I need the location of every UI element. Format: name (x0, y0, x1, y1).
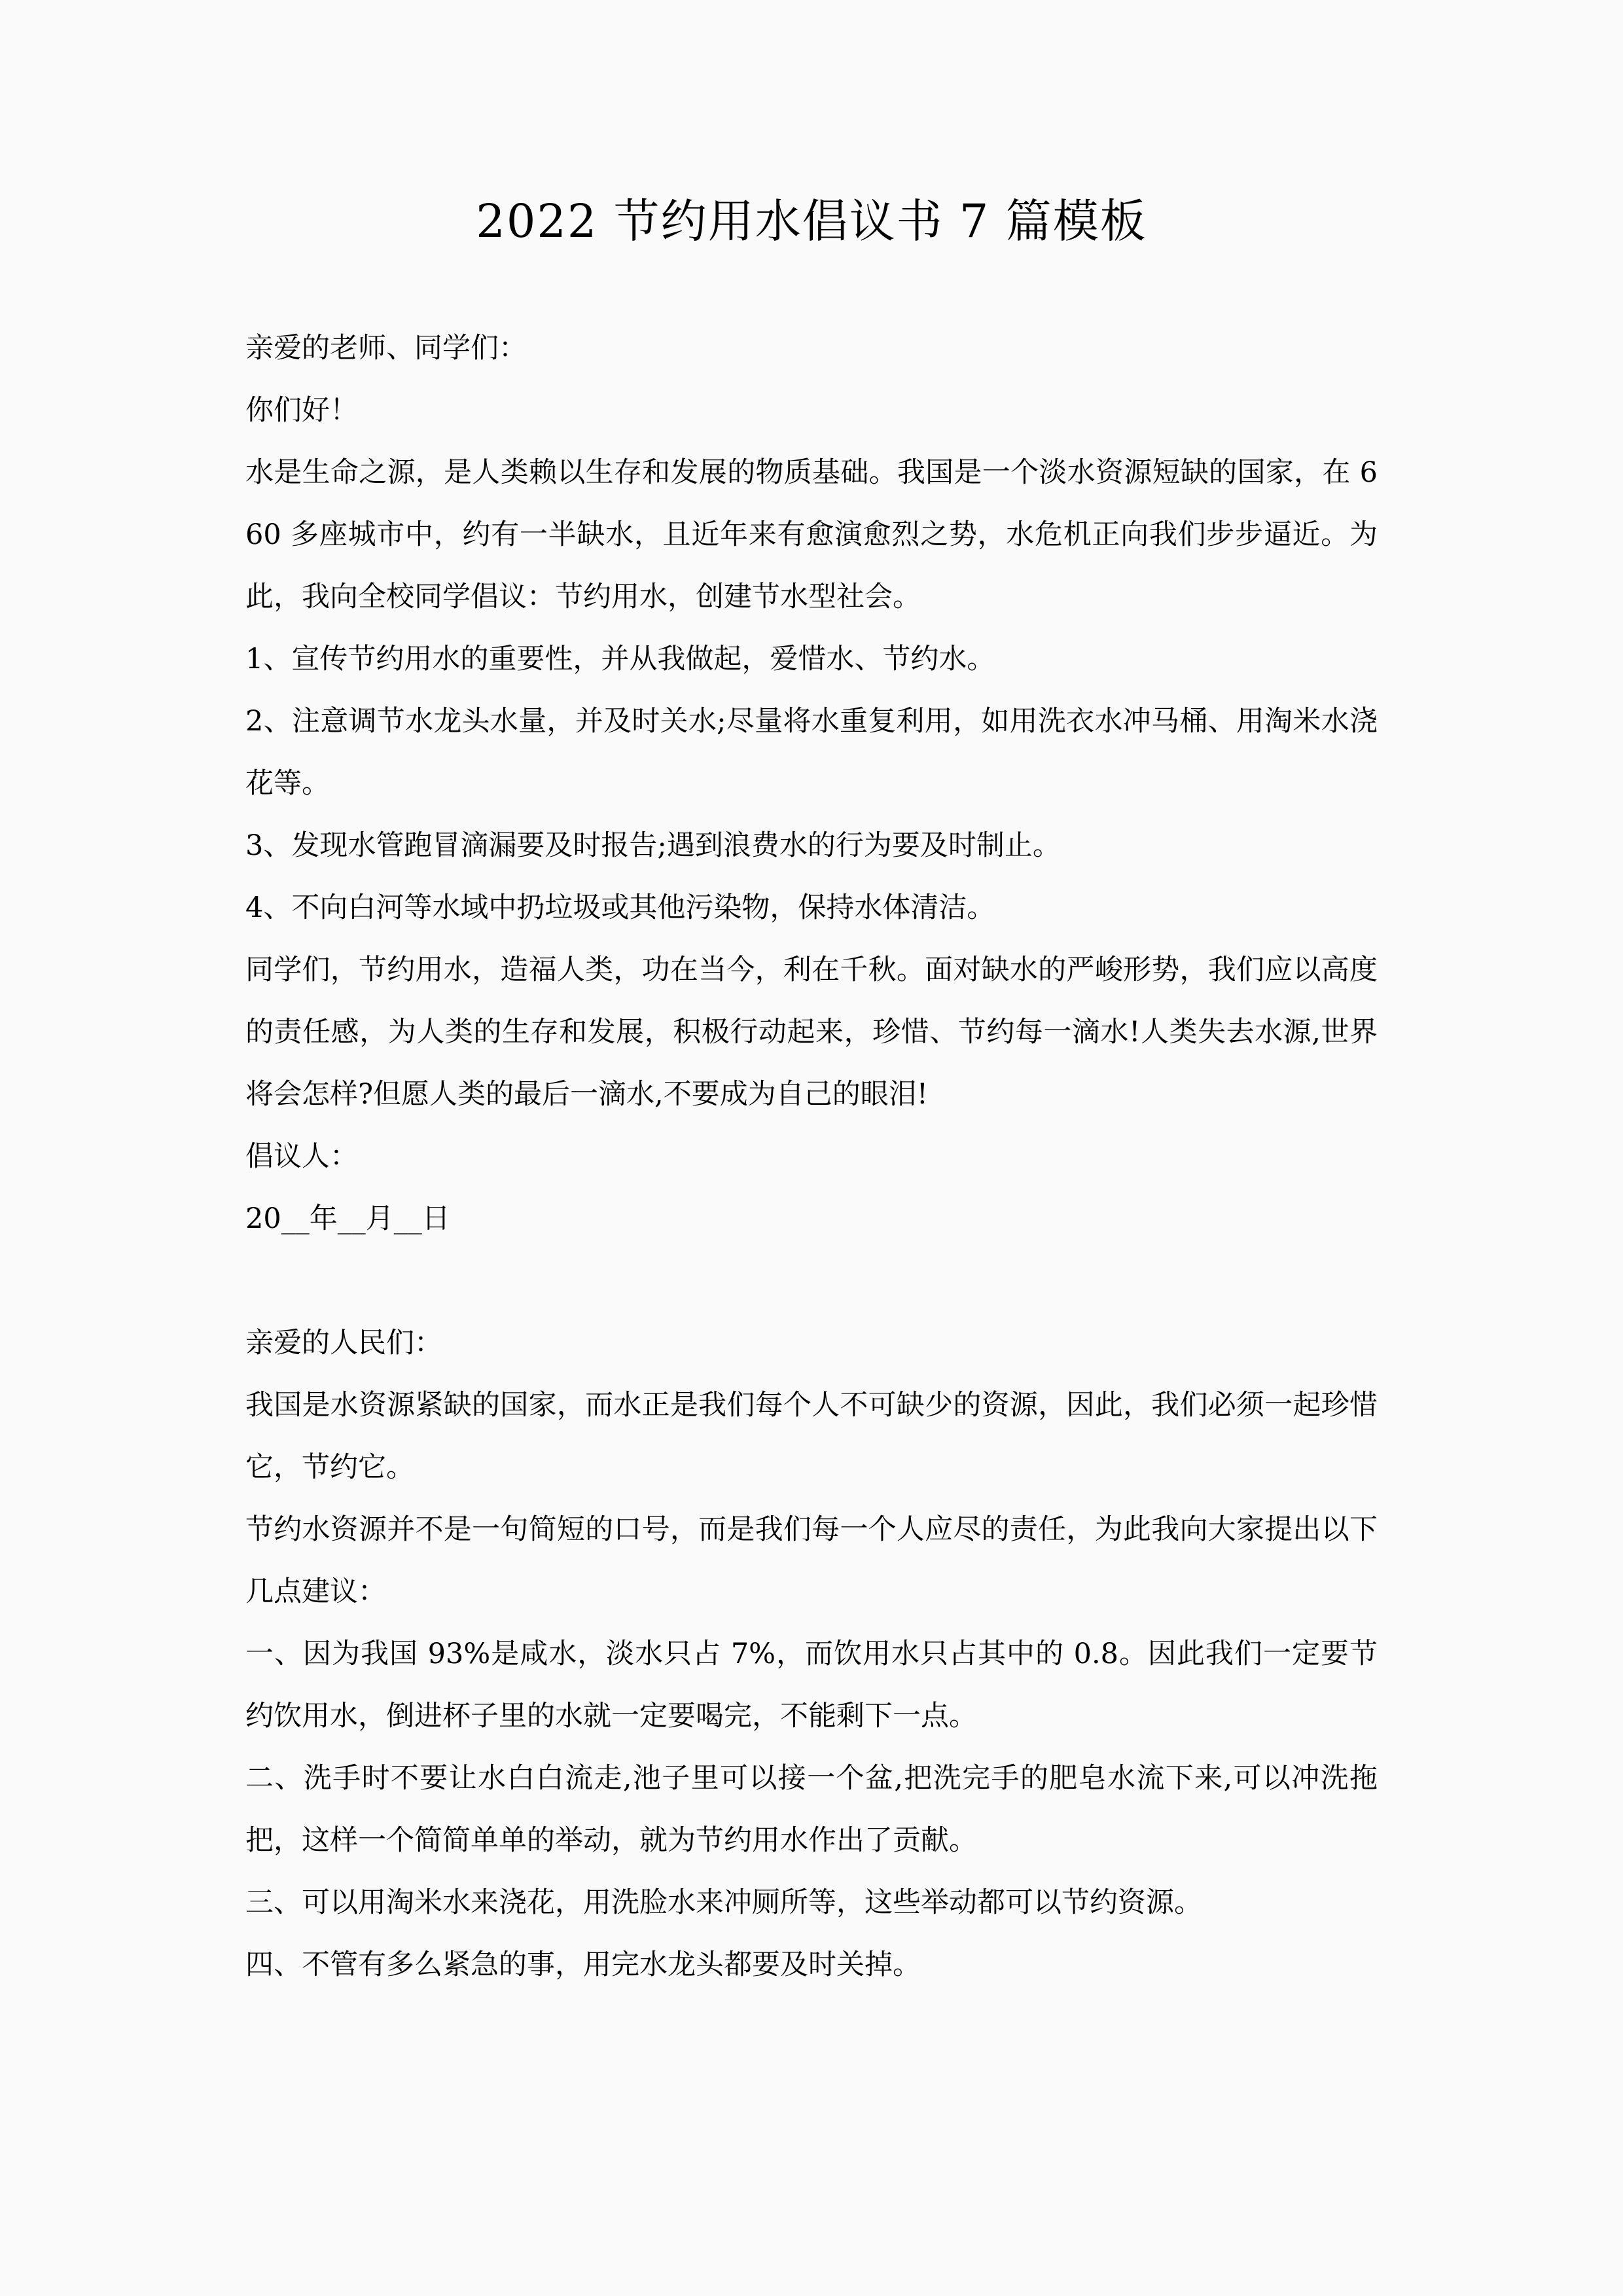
letter-one-intro-paragraph: 水是生命之源，是人类赖以生存和发展的物质基础。我国是一个淡水资源短缺的国家，在 660 多座城市中，约有一半缺水，且近年来有愈演愈烈之势，水危机正向我们步步逼近。为此，我向全校同学倡议：节约用水，创建节水型社会。 (245, 456, 1378, 613)
letter-one-greeting: 你们好！ (245, 394, 358, 427)
letter-two-item-3: 三、可以用淘米水来浇花，用洗脸水来冲厕所等，这些举动都可以节约资源。 (245, 1886, 1202, 1919)
letter-one-closing-paragraph: 同学们，节约用水，造福人类，功在当今，利在千秋。面对缺水的严峻形势，我们应以高度的责任感，为人类的生存和发展，积极行动起来，珍惜、节约每一滴水!人类失去水源,世界将会怎样?但愿人类的最后一滴水,不要成为自己的眼泪! (245, 954, 1378, 1111)
letter-two-item-1: 一、因为我国 93%是咸水，淡水只占 7%，而饮用水只占其中的 0.8。因此我们一定要节约饮用水，倒进杯子里的水就一定要喝完，不能剩下一点。 (245, 1638, 1378, 1732)
page-title: 2022 节约用水倡议书 7 篇模板 (476, 194, 1147, 248)
letter-one-item-3: 3、发现水管跑冒滴漏要及时报告;遇到浪费水的行为要及时制止。 (245, 829, 1061, 862)
letter-two-item-2: 二、洗手时不要让水白白流走,池子里可以接一个盆,把洗完手的肥皂水流下来,可以冲洗拖把，这样一个简简单单的举动，就为节约用水作出了贡献。 (245, 1762, 1378, 1857)
letter-one-date-line: 20__年__月__日 (245, 1202, 450, 1235)
letter-one-item-4: 4、不向白河等水域中扔垃圾或其他污染物，保持水体清洁。 (245, 891, 995, 924)
letter-two-item-4: 四、不管有多么紧急的事，用完水龙头都要及时关掉。 (245, 1948, 921, 1981)
document-content (245, 0, 1378, 1996)
section-spacer (245, 1250, 1378, 1312)
letter-two-section (245, 1312, 1378, 1996)
letter-one-item-2: 2、注意调节水龙头水量，并及时关水;尽量将水重复利用，如用洗衣水冲马桶、用淘米水浇花等。 (245, 705, 1378, 800)
letter-two-lead-in-paragraph: 节约水资源并不是一句简短的口号，而是我们每一个人应尽的责任，为此我向大家提出以下几点建议： (245, 1513, 1378, 1608)
letter-one-signature-label: 倡议人： (245, 1140, 358, 1173)
letter-two-salutation: 亲爱的人民们： (245, 1327, 442, 1359)
letter-one-item-1: 1、宣传节约用水的重要性，并从我做起，爱惜水、节约水。 (245, 643, 995, 675)
letter-two-intro-paragraph: 我国是水资源紧缺的国家，而水正是我们每个人不可缺少的资源，因此，我们必须一起珍惜它，节约它。 (245, 1389, 1378, 1484)
letter-one-section (245, 317, 1378, 1250)
letter-one-salutation: 亲爱的老师、同学们： (245, 332, 527, 365)
